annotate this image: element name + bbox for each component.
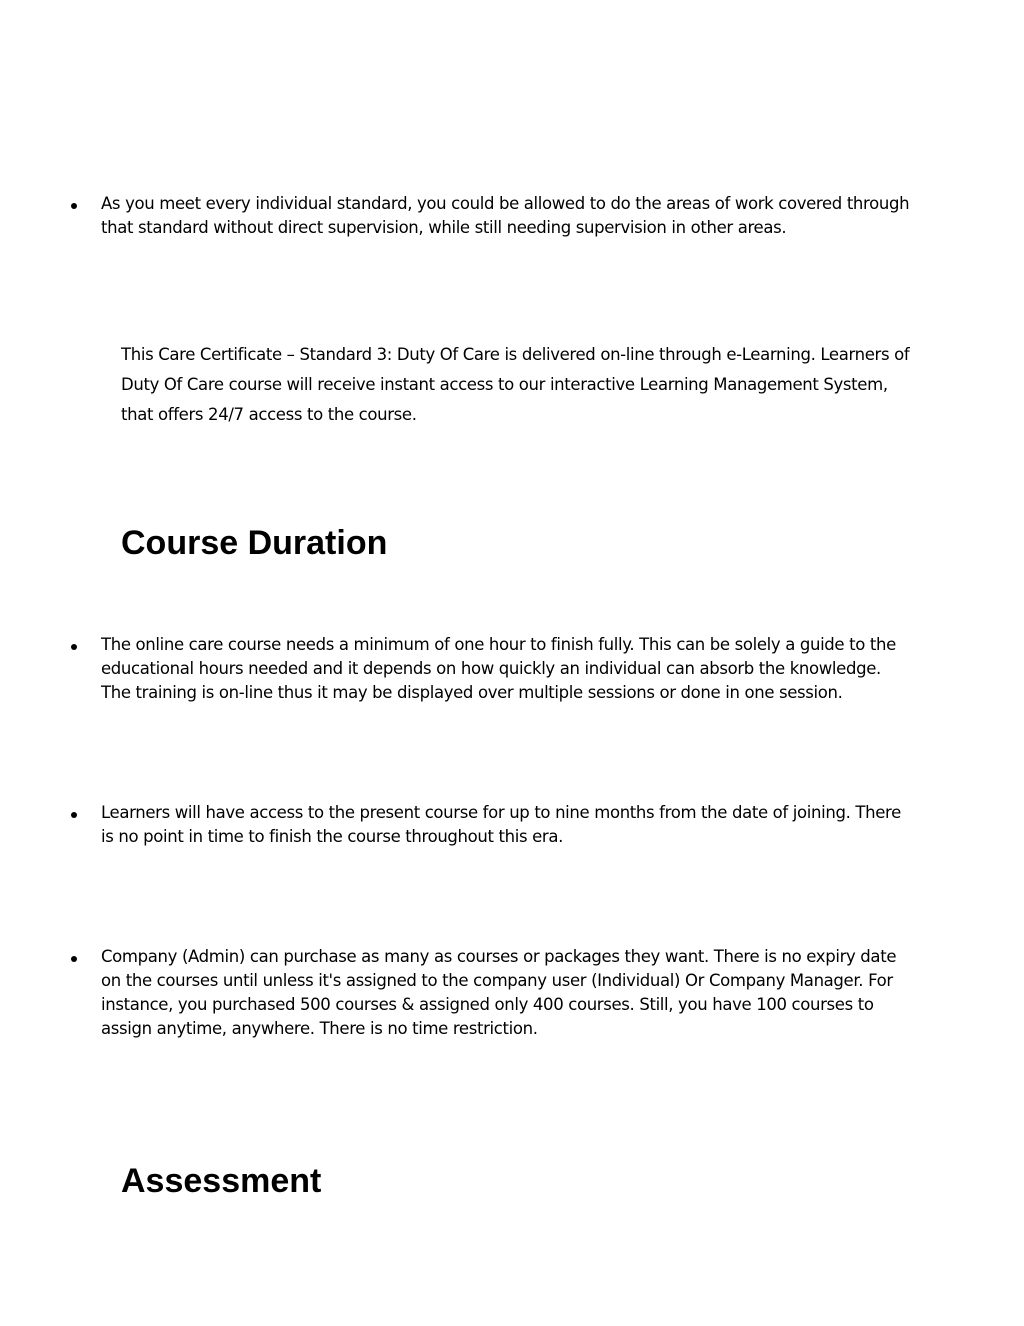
- assessment-heading: Assessment: [121, 1162, 322, 1200]
- bullet-icon: [71, 203, 77, 209]
- delivery-paragraph: This Care Certificate – Standard 3: Duty Of Care is delivered on-line through e-Learning. Learners of Duty Of Care course will receive instant access to our interactive Learning Management System, that offers 24/7 access to the course.: [121, 345, 910, 424]
- course-duration-heading: Course Duration: [121, 524, 388, 562]
- list-item-text: Company (Admin) can purchase as many as courses or packages they want. There is no expiry date on the courses until unless it's assigned to the company user (Individual) Or Company Manager. For instance, you purchased 500 courses & assigned only 400 courses. Still, you have 100 courses to assign anytime, anywhere. There is no time restriction.: [101, 947, 897, 1038]
- list-item-text: As you meet every individual standard, you could be allowed to do the areas of work covered through that standard without direct supervision, while still needing supervision in other areas.: [101, 194, 910, 237]
- list-item-text: The online care course needs a minimum of one hour to finish fully. This can be solely a guide to the educational hours needed and it depends on how quickly an individual can absorb the knowledge. The training is on-line thus it may be displayed over multiple sessions or done in one session.: [101, 635, 896, 702]
- bullet-icon: [71, 644, 77, 650]
- list-item-text: Learners will have access to the present course for up to nine months from the date of joining. There is no point in time to finish the course throughout this era.: [101, 803, 901, 846]
- bullet-icon: [71, 956, 77, 962]
- bullet-icon: [71, 812, 77, 818]
